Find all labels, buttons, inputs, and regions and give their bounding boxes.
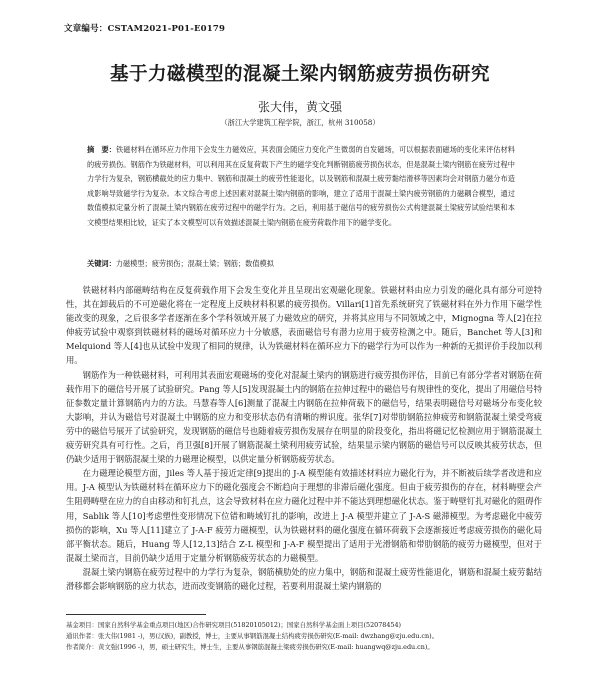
body-text	[66, 283, 542, 593]
footnote-funding: 基金项目：国家自然科学基金重点项目(地区)合作研究项目(51820105012)；国家自然科学基金面上项目(52078454)	[66, 621, 402, 629]
body-paragraph: 钢筋作为一种铁磁材料，可利用其表面宏观磁场的变化对混凝土梁内的钢筋进行疲劳损伤评估，目前已有部分学者对钢筋在荷载作用下的磁信号开展了试验研究。Pang 等人[5]发现混凝土内的钢筋在拉伸过程中的磁信号有规律性的变化，提出了用磁信号特征参数定量计算钢筋内力的方法。马慧春等人[6]测量了混凝土内钢筋在拉伸荷载下的磁信号，结果表明磁信号对磁场分布变化较大影响，并认为磁信号对混凝土中钢筋的应力和变形状态仍有清晰的辨识度。张华[7]对带肋钢筋拉伸疲劳和钢筋混凝土梁受弯疲劳中的磁信号展开了试验研究，发现钢筋的磁信号也随着疲劳损伤发展存在明显的阶段变化，指出将磁记忆检测应用于钢筋混凝土疲劳研究具有可行性。之后，肖卫强[8]开展了钢筋混凝土梁利用疲劳试验，结果显示梁内钢筋的磁信号可以反映其疲劳状态，但仍缺少适用于钢筋混凝土梁的力磁理论模型，以供定量分析钢筋疲劳状态。	[66, 369, 542, 465]
footnote-divider	[66, 614, 206, 615]
abstract	[87, 143, 515, 231]
document-id: 文章编号：CSTAM2021-P01-E0179	[64, 24, 226, 34]
body-paragraph: 铁磁材料内部磁畴结构在反复荷载作用下会发生变化并且呈现出宏观磁化现象。铁磁材料由应力引发的磁化具有部分可逆特性，其在卸载后的不可逆磁化将在一定程度上反映材料积累的疲劳损伤。Villari[1]首先系统研究了铁磁材料在外力作用下磁学性能改变的现象，之后很多学者逐渐在多个学科领域开展了力磁效应的研究，并将其应用与不同领域之中，Mignogna 等人[2]在拉伸疲劳试验中观察到铁磁材料的磁场对循环应力十分敏感，表面磁信号有潜力应用于疲劳检测之中。随后，Banchet 等人[3]和 Melquiond 等人[4]也从试验中发现了相同的规律，认为铁磁材料在循环应力下的磁学行为可以作为一种新的无损评价手段加以利用。	[66, 285, 542, 366]
body-paragraph: 混凝土梁内钢筋在疲劳过程中的力学行为复杂，钢筋横肋处的应力集中，钢筋和混凝土疲劳性能退化，钢筋和混凝土疲劳黏结滑移都会影响钢筋的应力状态，进而改变钢筋的磁化过程，若要利用混凝土梁内钢筋的	[66, 566, 542, 591]
keywords-label: 关键词：	[87, 259, 116, 268]
paper-authors: 张大伟，黄文强	[257, 100, 342, 114]
paper-title: 基于力磁模型的混凝土梁内钢筋疲劳损伤研究	[109, 64, 490, 85]
paper-affiliation: （浙江大学建筑工程学院，浙江，杭州 310058）	[220, 118, 380, 127]
abstract-label: 摘 要：	[87, 145, 117, 154]
abstract-text: 铁磁材料在循环应力作用下会发生力磁效应，其表面会随应力变化产生微弱的自发磁场，可以根据表面磁场的变化来评估材料的疲劳损伤。钢筋作为铁磁材料，可以利用其在反复荷载下产生的磁学变化判断钢筋疲劳损伤状态，但是混凝土梁内钢筋在疲劳过程中力学行为复杂，钢筋横截处的应力集中、钢筋和混凝土的疲劳性能退化，以及钢筋和混凝土疲劳黏结滑移等因素均会对钢筋力磁分布造成影响导致磁学行为复杂。本文综合考虑上述因素对混凝土梁内钢筋的影响，建立了适用于混凝土梁内疲劳钢筋的力磁耦合模型，通过数值模拟定量分析了混凝土梁内钢筋在疲劳过程中的磁学行为。之后，利用基于磁信号的疲劳损伤公式构建混凝土梁疲劳试验结果和本文模型结果相比较，证实了本文模型可以有效描述混凝土梁内钢筋在疲劳荷载作用下的磁学变化。	[87, 145, 515, 227]
footnote-corresponding-author: 通讯作者：张大伟(1981 -)，男(汉族)，副教授，博士，主要从事钢筋混凝土结构疲劳损伤研究(E-mail: dwzhang@zju.edu.cn)。	[66, 632, 439, 640]
footnote-author-bio: 作者简介：黄文强(1996 -)，男，硕士研究生，博士生，主要从事钢筋混凝土梁疲劳损伤研究(E-mail: huangwq@zju.edu.cn)。	[66, 643, 434, 651]
footnotes	[66, 620, 542, 653]
body-paragraph: 在力磁理论模型方面，Jiles 等人基于接近定律[9]提出的 J-A 模型能有效描述材料应力磁化行为，并不断被后续学者改进和应用。J-A 模型认为铁磁材料在循环应力下的磁化强度会不断趋向于理想的非滞后磁化强度。但由于疲劳损伤的存在，材料畴壁会产生阻碍畴壁在应力的自由移动和钉扎点，这会导致材料在应力磁化过程中并不能达到理想磁化状态。鉴于畴壁钉扎对磁化的阻碍作用，Sablik 等人[10]考虑塑性变形情况下位错和畴域钉扎的影响，改进上 J-A 模型并建立了 J-A-S 磁滞模型。为考虑磁化中疲劳损伤的影响，Xu 等人[11]建立了 J-A-F 疲劳力磁模型，认为铁磁材料的磁化强度在循环荷载下会逐渐接近考虑疲劳损伤的磁化局部平衡状态。随后，Huang 等人[12,13]结合 Z-L 模型和 J-A-F 模型提出了适用于光滑钢筋和带肋钢筋的疲劳力磁模型，但对于混凝土梁而言，目前仍缺少适用于定量分析钢筋疲劳状态的力磁模型。	[66, 468, 542, 563]
keywords	[87, 259, 515, 269]
keywords-text: 力磁模型；疲劳损伤；混凝土梁；钢筋；数值模拟	[115, 259, 274, 268]
